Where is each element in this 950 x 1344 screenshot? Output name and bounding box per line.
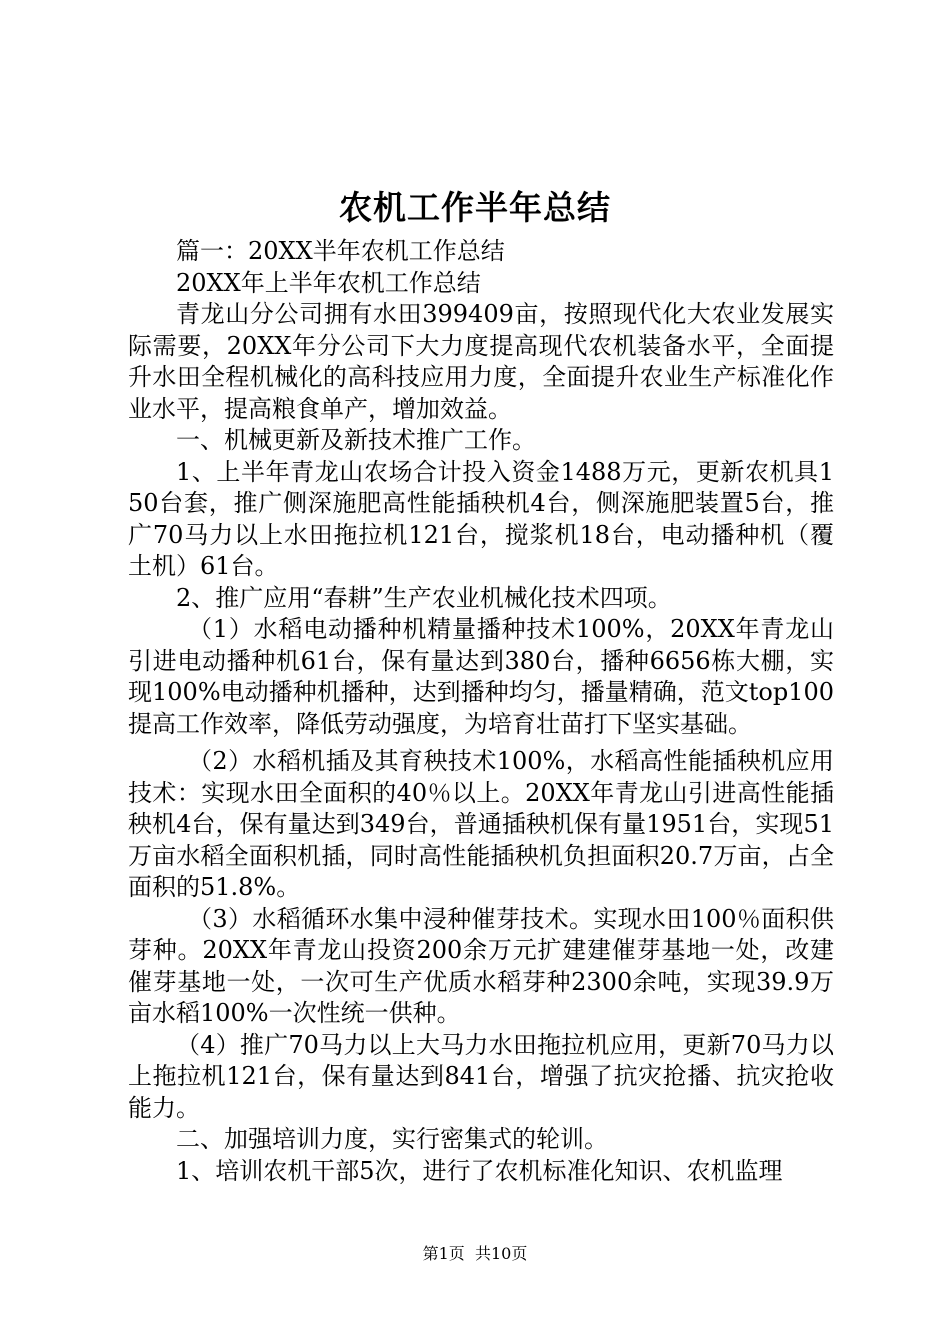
intro-paragraph: 青龙山分公司拥有水田399409亩，按照现代化大农业发展实际需要，20XX年分公司下大力度提高现代农机装备水平，全面提升水田全程机械化的高科技应用力度，全面提升农业生产标准化作业水平，提高粮食单产，增加效益。 [128, 300, 834, 423]
page-total: 共10页 [474, 1244, 528, 1263]
paragraph-item-2: （2）水稻机插及其育秧技术100%，水稻高性能插秧机应用技术：实现水田全面积的40％以上。20XX年青龙山引进高性能插秧机4台，保有量达到349台，普通插秧机保有量1951台，实现51万亩水稻全面积机插，同时高性能插秧机负担面积20.7万亩，占全面积的51.8%。 [128, 747, 834, 901]
section-heading-1: 篇一：20XX半年农机工作总结 [176, 237, 505, 265]
document-title: 农机工作半年总结 [339, 188, 611, 227]
paragraph-training-1: 1、培训农机干部5次，进行了农机标准化知识、农机监理 [176, 1156, 783, 1185]
paragraph-item-4: （4）推广70马力以上大马力水田拖拉机应用，更新70马力以上拖拉机121台，保有量达到841台，增强了抗灾抢播、抗灾抢收能力。 [128, 1030, 834, 1122]
paragraph-item-3: （3）水稻循环水集中浸种催芽技术。实现水田100％面积供芽种。20XX年青龙山投资200余万元扩建建催芽基地一处，改建催芽基地一处，一次可生产优质水稻芽种2300余吨，实现39.9万亩水稻100%一次性统一供种。 [128, 904, 834, 1027]
subtitle: 20XX年上半年农机工作总结 [176, 268, 481, 297]
section-heading-training: 二、加强培训力度，实行密集式的轮训。 [176, 1125, 608, 1153]
paragraph-item-1: （1）水稻电动播种机精量播种技术100%，20XX年青龙山引进电动播种机61台，保有量达到380台，播种6656栋大棚，实现100%电动播种机播种，达到播种均匀，播量精确，范文top100提高工作效率，降低劳动强度，为培育壮苗打下坚实基础。 [128, 615, 834, 738]
paragraph-investment: 1、上半年青龙山农场合计投入资金1488万元，更新农机具150台套，推广侧深施肥高性能插秧机4台，侧深施肥装置5台，推广70马力以上水田拖拉机121台，搅浆机18台，电动播种机（覆土机）61台。 [128, 457, 834, 580]
footer-spacer [465, 1244, 475, 1263]
section-heading-machinery: 一、机械更新及新技术推广工作。 [176, 426, 536, 454]
paragraph-spring-tech: 2、推广应用“春耕”生产农业机械化技术四项。 [176, 583, 672, 612]
page-number: 第1页 [422, 1244, 465, 1263]
document-body [128, 236, 834, 1187]
page-footer [0, 1242, 950, 1266]
